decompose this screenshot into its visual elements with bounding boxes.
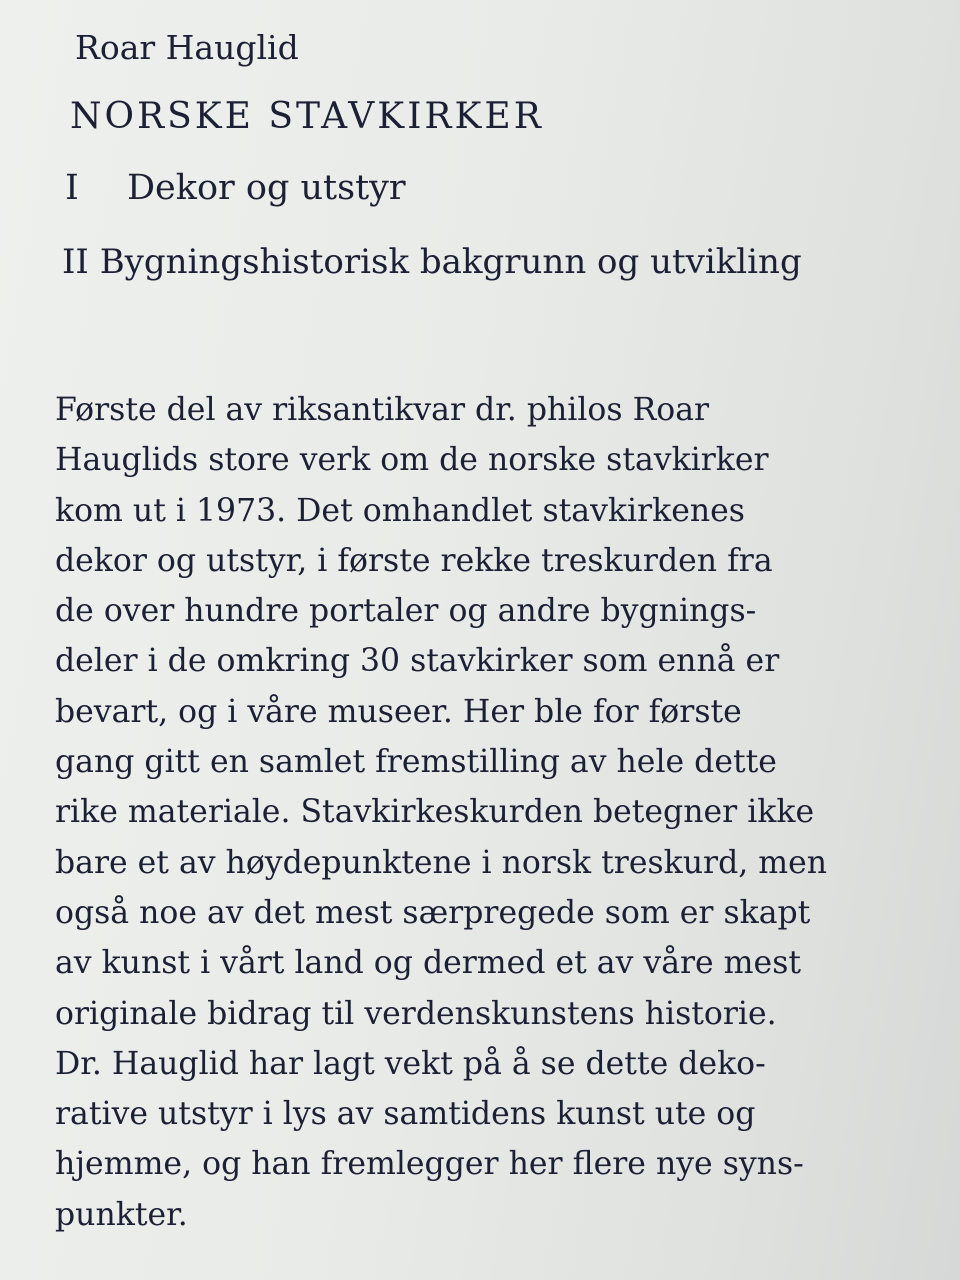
volume-title: Dekor og utstyr xyxy=(127,168,406,208)
body-line: kom ut i 1973. Det omhandlet stavkirkenes xyxy=(55,492,745,529)
body-line: gang gitt en samlet fremstilling av hele dette xyxy=(55,744,777,781)
author-name: Roar Hauglid xyxy=(75,28,299,67)
volume-2 xyxy=(62,242,802,282)
body-line: rike materiale. Stavkirkeskurden betegner ikke xyxy=(55,794,815,831)
volume-title: Bygningshistorisk bakgrunn og utvikling xyxy=(99,242,802,282)
body-line: også noe av det mest særpregede som er skapt xyxy=(55,894,811,931)
volume-number: II xyxy=(62,242,89,282)
book-title: NORSKE STAVKIRKER xyxy=(70,96,544,137)
body-line: Dr. Hauglid har lagt vekt på å se dette deko- xyxy=(55,1045,766,1082)
body-line: de over hundre portaler og andre bygnings- xyxy=(55,593,757,630)
body-line: punkter. xyxy=(55,1196,188,1233)
body-line: bevart, og i våre museer. Her ble for første xyxy=(55,693,742,730)
volume-number: I xyxy=(65,168,79,208)
volume-1 xyxy=(65,168,406,208)
body-line: deler i de omkring 30 stavkirker som ennå er xyxy=(55,643,780,680)
body-line: dekor og utstyr, i første rekke treskurden fra xyxy=(55,542,773,579)
body-line: bare et av høydepunktene i norsk treskurd, men xyxy=(55,844,828,881)
body-text xyxy=(55,385,827,1240)
body-line: Hauglids store verk om de norske stavkirker xyxy=(55,442,769,479)
body-line: Første del av riksantikvar dr. philos Roar xyxy=(55,392,710,428)
body-line: hjemme, og han fremlegger her flere nye syns- xyxy=(55,1146,804,1183)
body-line: originale bidrag til verdenskunstens historie. xyxy=(55,995,777,1032)
body-line: rative utstyr i lys av samtidens kunst ute og xyxy=(55,1096,756,1133)
body-line: av kunst i vårt land og dermed et av våre mest xyxy=(55,945,802,982)
